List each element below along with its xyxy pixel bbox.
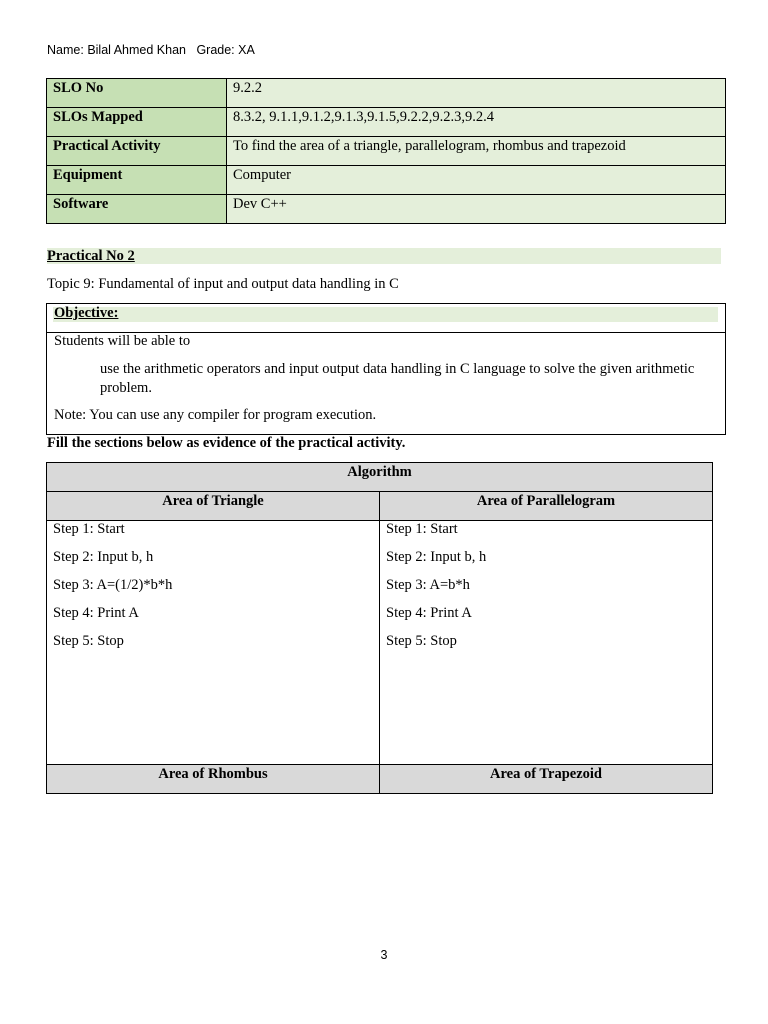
table-row bbox=[47, 137, 726, 166]
practical-title bbox=[47, 248, 721, 264]
grade-value: XA bbox=[238, 43, 255, 57]
objective-intro: Students will be able to bbox=[54, 333, 191, 349]
list-item: Step 5: Stop bbox=[53, 633, 124, 649]
list-item: Step 3: A=b*h bbox=[386, 577, 470, 593]
objective-box bbox=[46, 303, 726, 435]
objective-heading: Objective: bbox=[54, 305, 119, 321]
list-item: Step 4: Print A bbox=[53, 605, 139, 621]
slo-key: Practical Activity bbox=[47, 137, 227, 166]
table-row bbox=[47, 492, 713, 521]
student-name: Bilal Ahmed Khan bbox=[87, 43, 186, 57]
list-item: Step 2: Input b, h bbox=[53, 549, 154, 565]
table-row bbox=[47, 108, 726, 137]
fill-instruction: Fill the sections below as evidence of the practical activity. bbox=[47, 435, 406, 451]
objective-point: use the arithmetic operators and input output data handling in C language to solve the given arithmetic problem. bbox=[100, 361, 695, 396]
slo-key: Software bbox=[47, 195, 227, 224]
slo-key: SLO No bbox=[47, 79, 227, 108]
parallelogram-steps bbox=[380, 521, 713, 765]
list-item: Step 5: Stop bbox=[386, 633, 457, 649]
algorithm-table bbox=[46, 462, 713, 794]
list-item: Step 2: Input b, h bbox=[386, 549, 487, 565]
slo-value: 9.2.2 bbox=[227, 79, 726, 108]
table-row bbox=[47, 521, 713, 765]
slo-value: To find the area of a triangle, parallelogram, rhombus and trapezoid bbox=[227, 137, 726, 166]
topic-line: Topic 9: Fundamental of input and output data handling in C bbox=[47, 276, 399, 292]
slo-value: 8.3.2, 9.1.1,9.1.2,9.1.3,9.1.5,9.2.2,9.2.3,9.2.4 bbox=[227, 108, 726, 137]
section-heading: Area of Triangle bbox=[47, 492, 380, 521]
table-row bbox=[47, 765, 713, 794]
page-number: 3 bbox=[380, 948, 388, 962]
table-row bbox=[47, 166, 726, 195]
list-item: Step 1: Start bbox=[53, 521, 125, 537]
grade-label: Grade: bbox=[196, 43, 235, 57]
table-row bbox=[47, 195, 726, 224]
objective-note: Note: You can use any compiler for program execution. bbox=[54, 407, 377, 423]
algorithm-title: Algorithm bbox=[47, 463, 713, 492]
practical-title-text: Practical No 2 bbox=[47, 248, 135, 264]
triangle-steps bbox=[47, 521, 380, 765]
slo-value: Computer bbox=[227, 166, 726, 195]
list-item: Step 3: A=(1/2)*b*h bbox=[53, 577, 173, 593]
slo-table bbox=[46, 78, 726, 224]
section-heading: Area of Trapezoid bbox=[380, 765, 713, 794]
section-heading: Area of Parallelogram bbox=[380, 492, 713, 521]
name-label: Name: bbox=[47, 43, 84, 57]
slo-key: SLOs Mapped bbox=[47, 108, 227, 137]
section-heading: Area of Rhombus bbox=[47, 765, 380, 794]
list-item: Step 1: Start bbox=[386, 521, 458, 537]
table-row bbox=[47, 79, 726, 108]
list-item: Step 4: Print A bbox=[386, 605, 472, 621]
table-row bbox=[47, 463, 713, 492]
objective-header bbox=[47, 304, 725, 333]
slo-key: Equipment bbox=[47, 166, 227, 195]
student-info bbox=[47, 43, 255, 57]
slo-value: Dev C++ bbox=[227, 195, 726, 224]
